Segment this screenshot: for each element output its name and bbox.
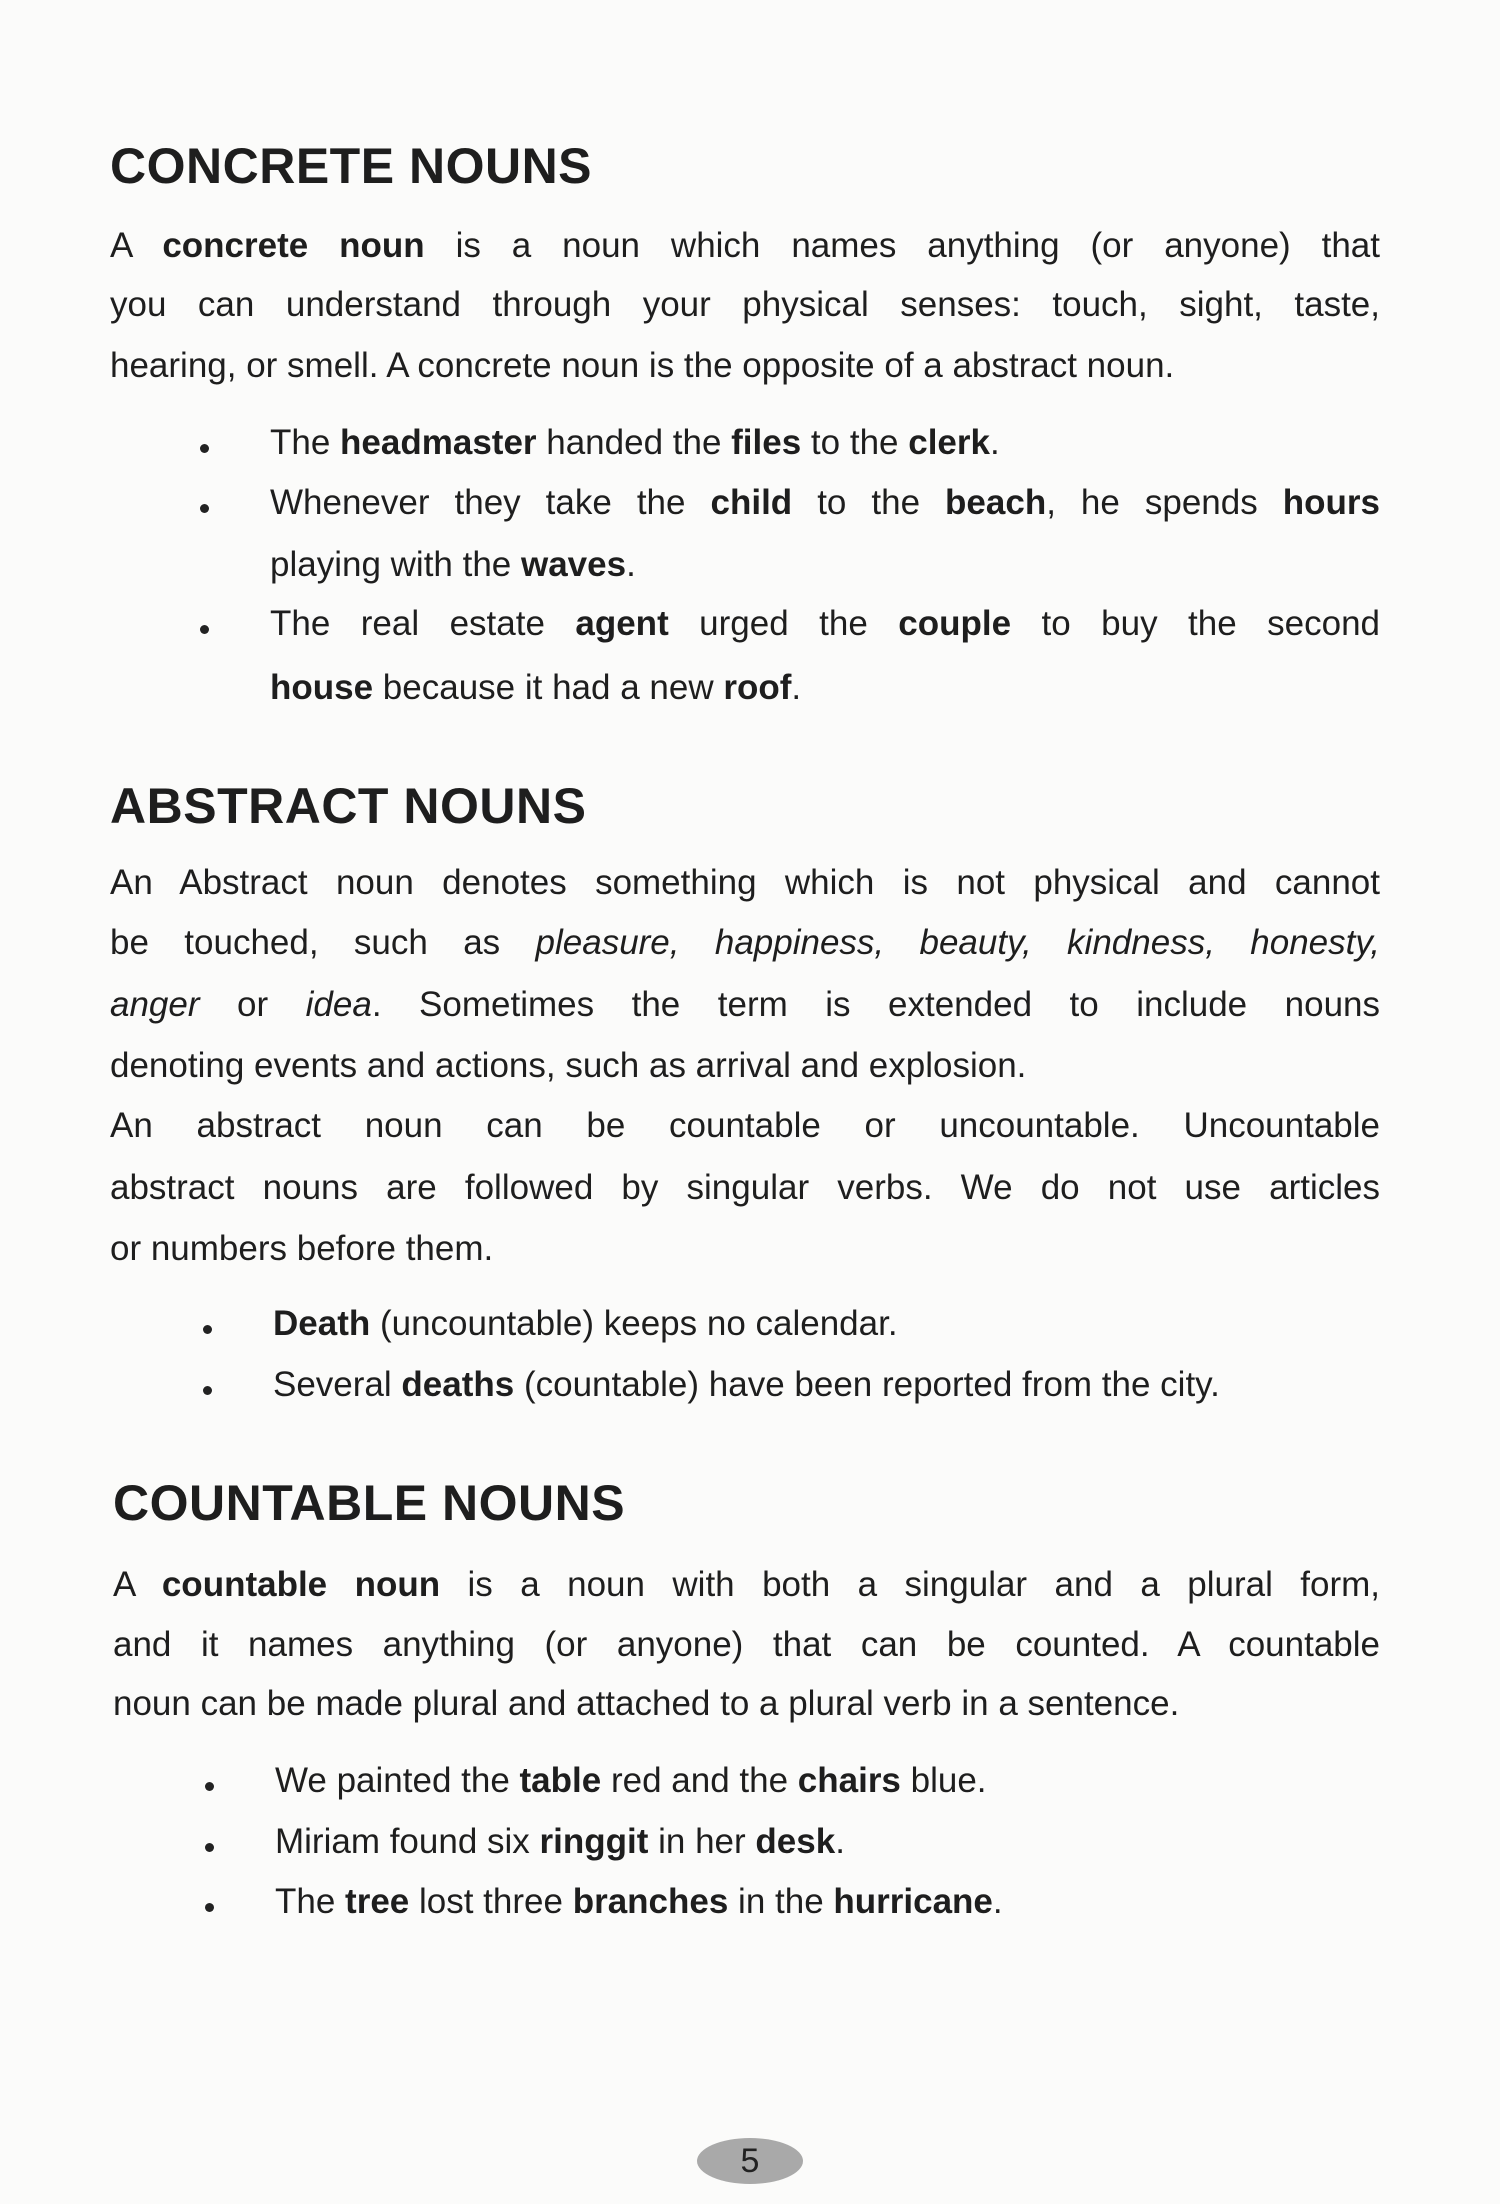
section-heading: ABSTRACT NOUNS xyxy=(110,778,587,834)
italic-example: idea xyxy=(305,985,372,1024)
text-line xyxy=(275,1756,987,1806)
text-line xyxy=(273,1360,1220,1410)
bullet-icon xyxy=(200,625,209,634)
bold-term: files xyxy=(731,423,802,462)
bold-term: Death xyxy=(273,1304,371,1343)
text-line xyxy=(110,1224,493,1274)
bold-term: roof xyxy=(723,668,792,707)
text-run: you can understand through your physical senses: touch, sight, taste, xyxy=(110,285,1380,324)
italic-example: anger xyxy=(110,985,200,1024)
text-run: blue. xyxy=(900,1761,987,1800)
text-run: is a noun with both a singular and a plural form, xyxy=(440,1565,1380,1604)
text-run: An Abstract noun denotes something which is not physical and cannot xyxy=(110,863,1380,902)
text-run: noun can be made plural and attached to a plural verb in a sentence. xyxy=(113,1684,1180,1723)
text-run: (uncountable) keeps no calendar. xyxy=(370,1304,898,1343)
text-run: hearing, or smell. A concrete noun is the opposite of a abstract noun. xyxy=(110,346,1175,385)
text-run: red and the xyxy=(601,1761,798,1800)
bold-term: desk xyxy=(755,1822,836,1861)
bold-term: table xyxy=(519,1761,602,1800)
bold-term: chairs xyxy=(797,1761,901,1800)
text-run: to the xyxy=(792,483,946,522)
text-run: Miriam found six xyxy=(275,1822,540,1861)
bold-term: agent xyxy=(575,604,669,643)
text-run: to the xyxy=(801,423,909,462)
text-line xyxy=(110,221,1380,271)
bold-term: countable noun xyxy=(161,1565,441,1604)
text-run: (countable) have been reported from the city. xyxy=(514,1365,1220,1404)
text-line xyxy=(270,599,1380,649)
text-run: , he spends xyxy=(1046,483,1283,522)
bold-term: deaths xyxy=(401,1365,515,1404)
text-line xyxy=(110,918,1380,968)
text-line xyxy=(270,663,801,713)
page-number-badge: 5 xyxy=(697,2138,803,2184)
bold-term: tree xyxy=(345,1882,410,1921)
text-line xyxy=(113,1620,1380,1670)
bold-term: couple xyxy=(898,604,1012,643)
text-run: abstract nouns are followed by singular verbs. We do not use articles xyxy=(110,1168,1380,1207)
text-line xyxy=(273,1299,898,1349)
text-run: The xyxy=(275,1882,346,1921)
bullet-icon xyxy=(205,1903,214,1912)
text-run: in the xyxy=(728,1882,834,1921)
text-line xyxy=(113,1679,1179,1729)
bullet-icon xyxy=(205,1782,214,1791)
text-line xyxy=(110,1041,1026,1091)
text-run: . xyxy=(992,1882,1003,1921)
text-run: and it names anything (or anyone) that can be counted. A countable xyxy=(113,1625,1380,1664)
text-line xyxy=(110,1101,1380,1151)
bold-term: headmaster xyxy=(340,423,537,462)
text-run: . xyxy=(835,1822,845,1861)
bold-term: branches xyxy=(572,1882,729,1921)
text-run: . xyxy=(791,668,802,707)
bullet-icon xyxy=(200,444,209,453)
text-run: is a noun which names anything (or anyone) that xyxy=(424,226,1380,265)
text-run: urged the xyxy=(668,604,899,643)
text-run: Whenever they take the xyxy=(270,483,711,522)
text-run: to buy the second xyxy=(1011,604,1380,643)
text-line xyxy=(275,1817,845,1867)
text-run: in her xyxy=(648,1822,756,1861)
bullet-icon xyxy=(205,1843,214,1852)
text-line xyxy=(110,858,1380,908)
bullet-icon xyxy=(203,1325,212,1334)
section-heading: CONCRETE NOUNS xyxy=(110,138,593,194)
bold-term: waves xyxy=(520,545,627,584)
section-heading: COUNTABLE NOUNS xyxy=(113,1475,626,1531)
text-run: . Sometimes the term is extended to include nouns xyxy=(371,985,1380,1024)
bold-term: house xyxy=(270,668,374,707)
bullet-icon xyxy=(200,504,209,513)
text-run: A xyxy=(110,226,163,265)
text-run: . xyxy=(989,423,1000,462)
text-run: The real estate xyxy=(270,604,576,643)
text-run: be touched, such as xyxy=(110,923,536,962)
text-line xyxy=(275,1877,1003,1927)
text-run: lost three xyxy=(409,1882,573,1921)
text-run: We painted the xyxy=(275,1761,520,1800)
text-run: because it had a new xyxy=(373,668,724,707)
text-run: The xyxy=(270,423,341,462)
text-run: A xyxy=(113,1565,162,1604)
text-line xyxy=(110,341,1174,391)
bold-term: child xyxy=(710,483,793,522)
text-line xyxy=(270,418,1000,468)
bold-term: hurricane xyxy=(833,1882,993,1921)
text-run: playing with the xyxy=(270,545,521,584)
text-line xyxy=(110,1163,1380,1213)
bold-term: clerk xyxy=(908,423,990,462)
bullet-icon xyxy=(203,1386,212,1395)
text-line xyxy=(113,1560,1380,1610)
text-line xyxy=(270,540,636,590)
bold-term: beach xyxy=(945,483,1047,522)
text-run: An abstract noun can be countable or uncountable. Uncountable xyxy=(110,1106,1380,1145)
bold-term: concrete noun xyxy=(162,226,425,265)
text-line xyxy=(270,478,1380,528)
text-run: or numbers before them. xyxy=(110,1229,494,1268)
text-run: Several xyxy=(273,1365,402,1404)
text-line xyxy=(110,980,1380,1030)
text-run: handed the xyxy=(536,423,732,462)
text-run: or xyxy=(199,985,306,1024)
text-run: . xyxy=(626,545,636,584)
bold-term: hours xyxy=(1282,483,1380,522)
text-line xyxy=(110,280,1380,330)
text-run: denoting events and actions, such as arrival and explosion. xyxy=(110,1046,1027,1085)
bold-term: ringgit xyxy=(539,1822,649,1861)
italic-example: pleasure, happiness, beauty, kindness, honesty, xyxy=(535,923,1380,962)
